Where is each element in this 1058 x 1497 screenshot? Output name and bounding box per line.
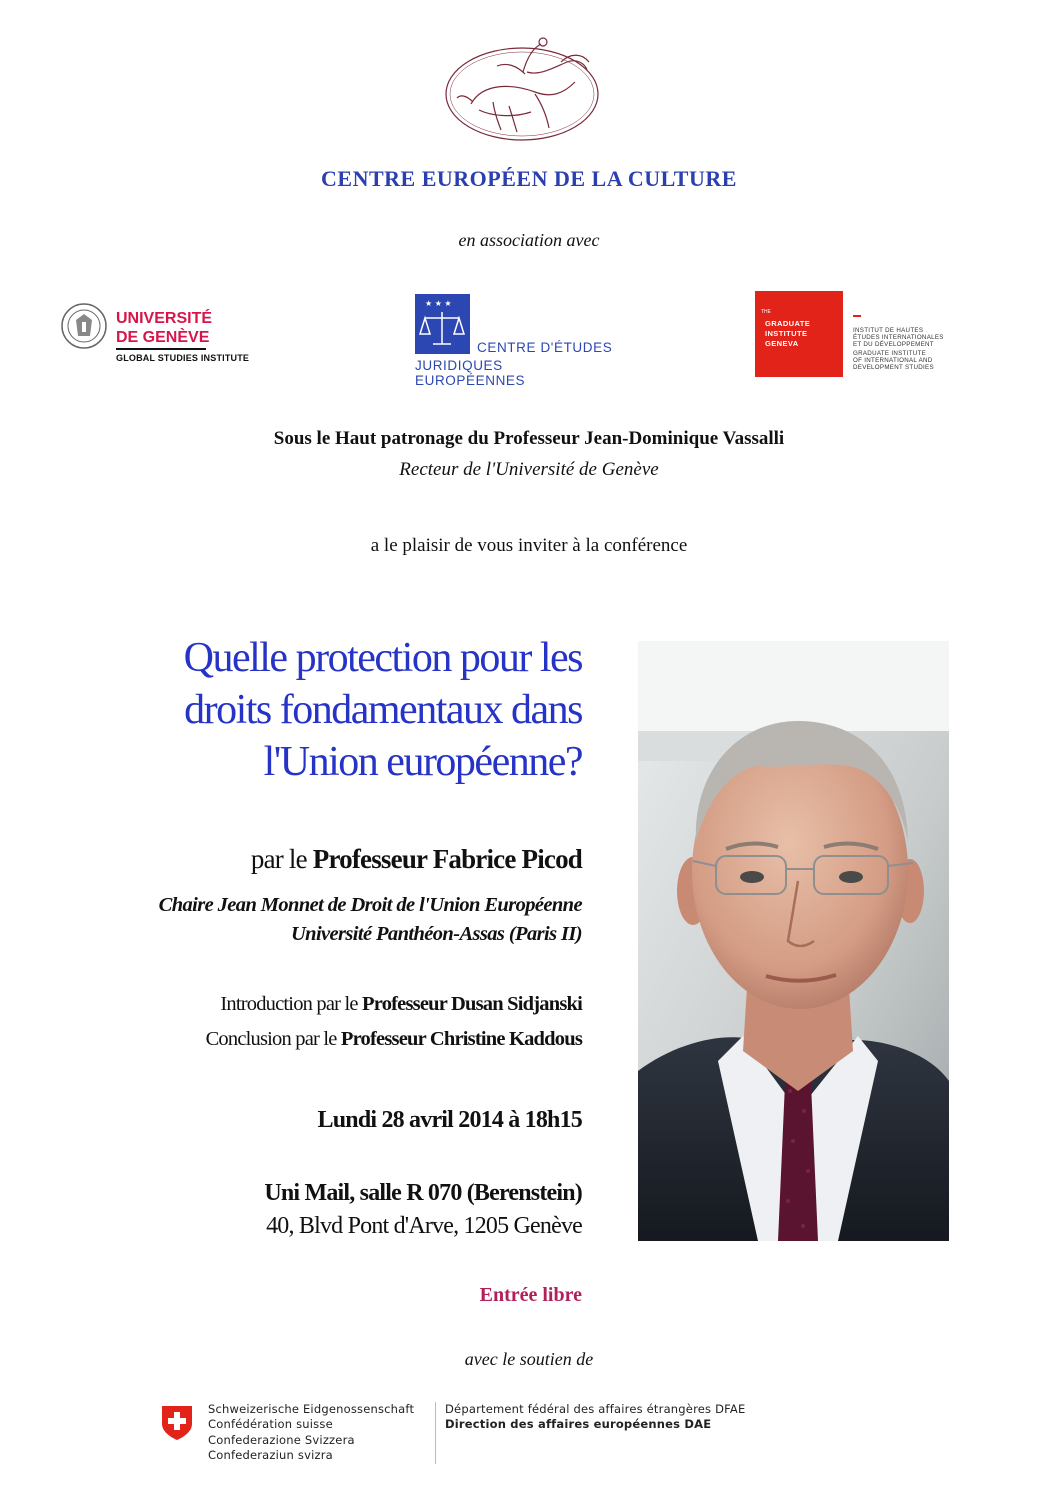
- ceje-logo: [415, 294, 615, 388]
- conference-title-line1: Quelle protection pour les: [183, 635, 582, 681]
- speaker-name: Professeur Fabrice Picod: [312, 844, 582, 874]
- unige-subtitle: GLOBAL STUDIES INSTITUTE: [116, 353, 250, 363]
- intro-prefix: Introduction par le: [220, 993, 363, 1015]
- speaker-portrait: [638, 641, 949, 1241]
- conclusion-prefix: Conclusion par le: [205, 1028, 341, 1050]
- entry-note: Entrée libre: [479, 1284, 582, 1306]
- swiss-confederation-logo: [160, 1402, 800, 1478]
- europa-bull-emblem: [443, 32, 601, 144]
- conclusion-line: [206, 1028, 582, 1051]
- gi-side-line5: OF INTERNATIONAL AND: [853, 357, 933, 364]
- confederation-line3: Confederazione Svizzera: [208, 1433, 355, 1447]
- gi-box-line3: GENEVA: [765, 339, 799, 348]
- gi-side-line1: INSTITUT DE HAUTES: [853, 327, 924, 334]
- event-date: Lundi 28 avril 2014 à 18h15: [317, 1107, 582, 1133]
- svg-text:★ ★ ★: ★ ★ ★: [425, 299, 452, 308]
- confederation-line4: Confederaziun svizra: [208, 1448, 333, 1462]
- gi-side-line4: GRADUATE INSTITUTE: [853, 350, 927, 357]
- speaker-chair: Chaire Jean Monnet de Droit de l'Union Européenne: [158, 894, 582, 916]
- association-label: en association avec: [458, 230, 600, 250]
- gi-box-line2: INSTITUTE: [765, 329, 808, 338]
- federal-divider: [435, 1402, 436, 1464]
- unige-name-line2: DE GENÈVE: [116, 329, 210, 346]
- graduate-institute-box: [755, 291, 843, 377]
- gi-side-line3: ET DU DÉVELOPPEMENT: [853, 341, 934, 348]
- gi-side-line6: DEVELOPMENT STUDIES: [853, 364, 934, 371]
- confederation-line1: Schweizerische Eidgenossenschaft: [208, 1402, 415, 1416]
- swiss-shield-icon: [160, 1404, 194, 1442]
- confederation-line2: Confédération suisse: [208, 1417, 333, 1431]
- speaker-line: [251, 844, 582, 875]
- graduate-institute-logo: [755, 291, 955, 379]
- unige-name-line1: UNIVERSITÉ: [116, 310, 213, 327]
- gi-side-line2: ÉTUDES INTERNATIONALES: [853, 334, 944, 341]
- event-venue: Uni Mail, salle R 070 (Berenstein): [264, 1180, 582, 1206]
- conclusion-name: Professeur Christine Kaddous: [340, 1028, 582, 1050]
- gi-accent-dash: [853, 315, 861, 317]
- intro-name: Professeur Dusan Sidjanski: [362, 993, 582, 1015]
- dae-directorate: Direction des affaires européennes DAE: [445, 1417, 712, 1431]
- dfae-department: Département fédéral des affaires étrangères DFAE: [445, 1402, 746, 1416]
- event-address: 40, Blvd Pont d'Arve, 1205 Genève: [266, 1213, 582, 1239]
- rector-line: Recteur de l'Université de Genève: [399, 459, 659, 480]
- organizer-title: CENTRE EUROPÉEN DE LA CULTURE: [321, 166, 737, 191]
- patronage-line: Sous le Haut patronage du Professeur Jean-Dominique Vassalli: [273, 428, 785, 449]
- conference-title-line2: droits fondamentaux dans: [184, 687, 582, 733]
- unige-seal-icon: [60, 302, 108, 350]
- ceje-name-line2: JURIDIQUES EUROPÉENNES: [415, 358, 526, 388]
- gi-prefix: THE: [761, 309, 771, 315]
- support-label: avec le soutien de: [464, 1349, 594, 1369]
- conference-title-line3: l'Union européenne?: [263, 739, 582, 785]
- invitation-line: a le plaisir de vous inviter à la conférence: [370, 535, 688, 556]
- introduction-line: [220, 993, 582, 1016]
- speaker-university: Université Panthéon-Assas (Paris II): [290, 923, 582, 945]
- speaker-prefix: par le: [250, 844, 313, 874]
- ceje-emblem-icon: [415, 294, 470, 354]
- gi-box-line1: GRADUATE: [765, 319, 811, 328]
- unige-logo: [60, 300, 260, 370]
- ceje-name-line1: CENTRE D'ÉTUDES: [477, 340, 613, 355]
- unige-divider: [116, 348, 206, 350]
- conference-title: [184, 632, 582, 788]
